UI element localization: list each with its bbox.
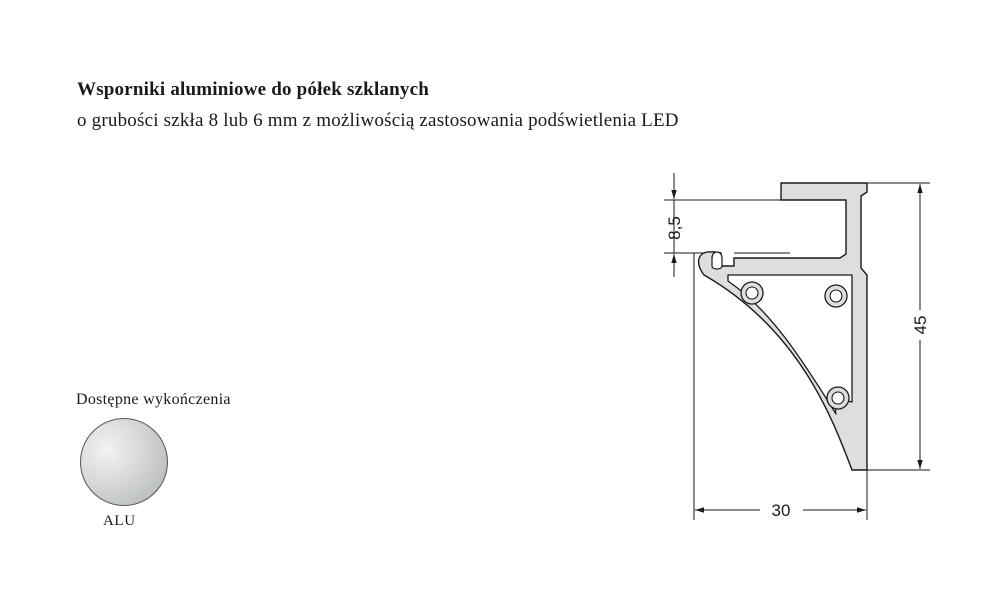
finishes-label: Dostępne wykończenia [76, 391, 231, 408]
screw-hole-top-right [830, 290, 842, 302]
screw-hole-top-left [746, 287, 758, 299]
finish-swatch-label: ALU [103, 513, 136, 529]
page-subtitle: o grubości szkła 8 lub 6 mm z możliwością zastosowania podświetlenia LED [77, 110, 679, 131]
dimension-height [867, 183, 930, 470]
dimension-label-width: 30 [771, 501, 791, 520]
dimension-label-glass-slot: 8,5 [665, 216, 684, 240]
led-groove [712, 252, 722, 269]
page-title: Wsporniki aluminiowe do półek szklanych [77, 79, 429, 100]
dimension-label-height: 45 [911, 315, 930, 335]
screw-hole-bottom [832, 392, 844, 404]
